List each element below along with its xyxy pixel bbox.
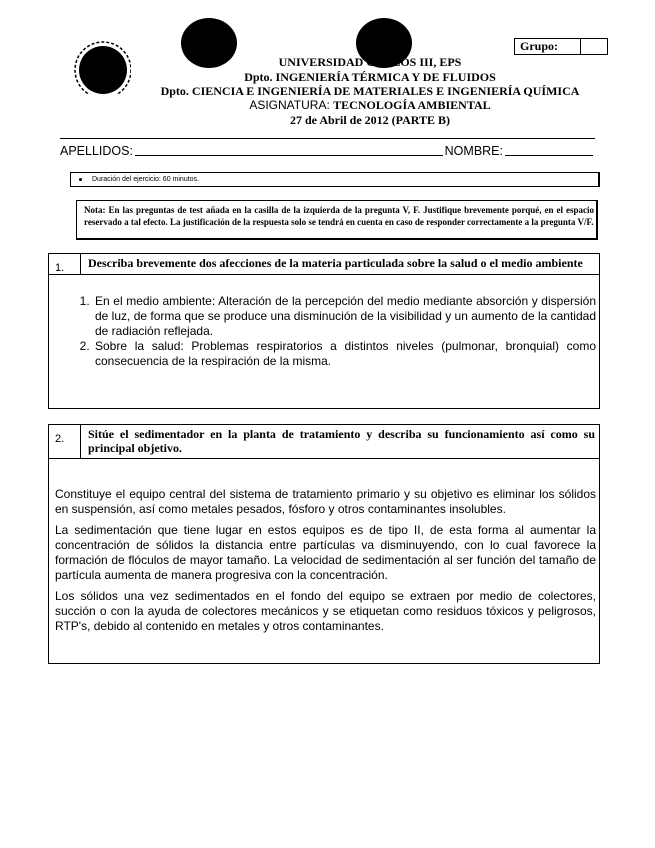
nombre-field[interactable]	[505, 144, 593, 156]
question-number: 1.	[49, 254, 81, 274]
answer-paragraph: La sedimentación que tiene lugar en estos equipos es de tipo II, de esta forma al aumentar la concentración de sólidos la distancia entre partículas va disminuyendo, con lo cual favorece la formación de flóculos de mayor tamaño. La velocidad de sedimentación al ser función del tamaño de partícula aumenta de manera progresiva con la concentración.	[55, 523, 596, 582]
answer-list	[49, 294, 596, 369]
answer-item: 2. Sobre la salud: Problemas respiratorios a distintos niveles (pulmonar, bronquial) como consecuencia de la respiración de la misma.	[93, 339, 596, 369]
subject-name: TECNOLOGÍA AMBIENTAL	[333, 98, 491, 112]
answer-paragraph: Los sólidos una vez sedimentados en el fondo del equipo se extraen por medio de colectores, succión o con la ayuda de colectores mecánicos y se etiquetan como residuos tóxicos y peligrosos, RTP's, debido al contenido en metales y otros contaminantes.	[55, 589, 596, 633]
department-2: Dpto. CIENCIA E INGENIERÍA DE MATERIALES E INGENIERÍA QUÍMICA	[160, 84, 580, 98]
header-divider	[60, 138, 595, 139]
note-box: Nota: En las preguntas de test añada en la casilla de la izquierda de la pregunta V, F. Justifique brevemente porqué, en el espacio reservado a tal efecto. La justificación de la respuesta solo se tendrá en cuenta en caso de responder correctamente a la pregunta V/F.	[76, 200, 598, 240]
answer-paragraph: Constituye el equipo central del sistema de tratamiento primario y su objetivo es eliminar los sólidos en suspensión, así como metales pesados, fósforo y otros contaminantes insolubles.	[55, 487, 596, 516]
question-title: Sitúe el sedimentador en la planta de tratamiento y describa su funcionamiento así como su principal objetivo.	[88, 427, 595, 455]
nombre-label: NOMBRE:	[444, 144, 503, 158]
apellidos-label: APELLIDOS:	[60, 144, 133, 158]
exam-date: 27 de Abril de 2012 (PARTE B)	[289, 113, 451, 127]
university-name: UNIVERSIDAD CARLOS III, EPS	[278, 55, 462, 69]
question-title: Describa brevemente dos afecciones de la materia particulada sobre la salud o el medio ambiente	[88, 256, 583, 270]
grupo-box	[514, 38, 608, 55]
question-number: 2.	[49, 425, 81, 458]
name-fields-row	[60, 144, 595, 158]
apellidos-field[interactable]	[135, 144, 443, 156]
subject-label: ASIGNATURA:	[249, 98, 330, 112]
duration-text: Duración del ejercicio: 60 minutos.	[92, 176, 199, 183]
question-2	[48, 424, 600, 664]
answer-item: 1. En el medio ambiente: Alteración de la percepción del medio mediante absorción y dispersión de luz, de forma que se produce una disminución de la visibilidad y un aumento de la cantidad de radiación reflejada.	[93, 294, 596, 339]
question-1	[48, 253, 600, 409]
question-header	[49, 254, 599, 275]
answer-body	[49, 459, 599, 634]
duration-box	[70, 172, 600, 187]
subject-line	[100, 98, 640, 113]
department-1: Dpto. INGENIERÍA TÉRMICA Y DE FLUIDOS	[244, 70, 496, 84]
bullet-icon	[79, 178, 82, 181]
grupo-label: Grupo:	[515, 39, 581, 54]
question-header	[49, 425, 599, 459]
